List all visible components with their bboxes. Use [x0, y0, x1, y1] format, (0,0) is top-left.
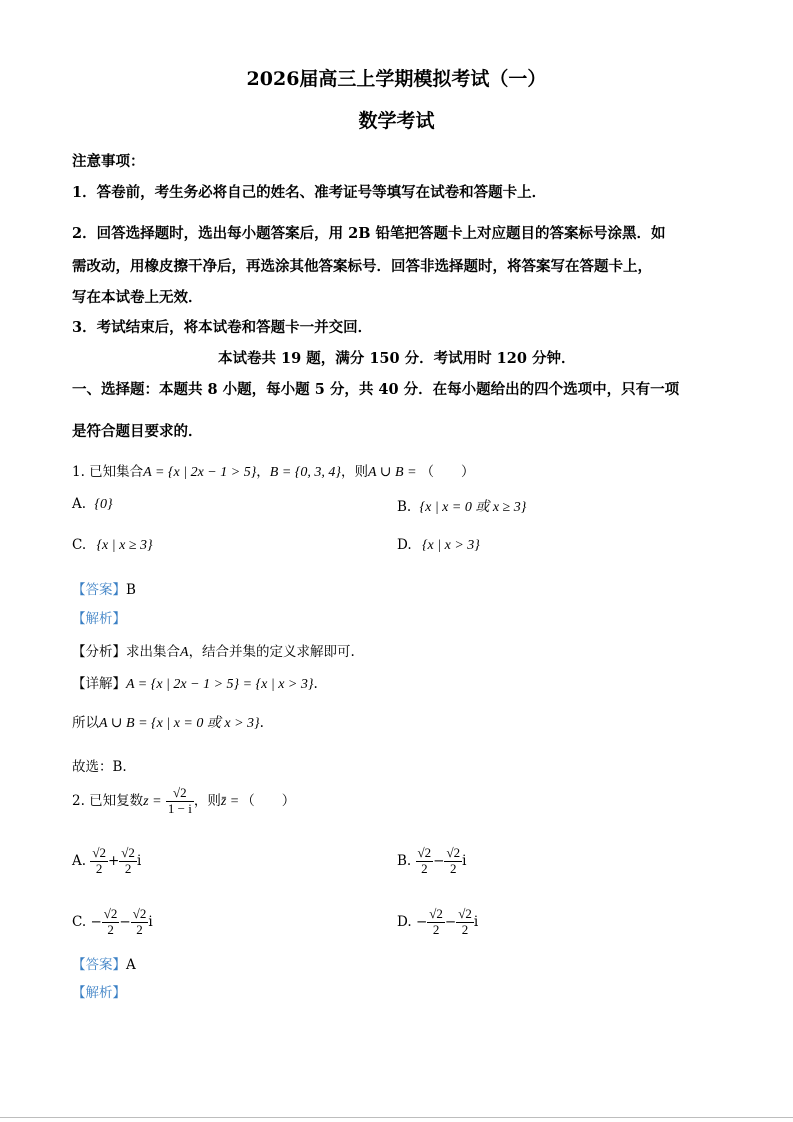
question-1: [72, 460, 475, 481]
q1-xiangjie-end: .: [313, 676, 318, 692]
q2-option-a-op: +: [107, 852, 120, 869]
q2-then: ，则: [193, 792, 221, 809]
q1-option-b-value: {x | x = 0 或 x ≥ 3}: [419, 500, 527, 515]
page-title: 2026届高三上学期模拟考试（一）: [246, 68, 547, 90]
q2-option-c-sign: −: [90, 913, 102, 930]
q1-fenxi-rest: ，结合并集的定义求解即可.: [188, 644, 355, 660]
page-subtitle: 数学考试: [358, 110, 435, 132]
q1-fenxi: [72, 640, 355, 661]
q2-option-d-num-1: √2: [429, 906, 443, 921]
q2-option-b: [397, 846, 466, 877]
q2-option-d-frac-2: [456, 907, 474, 938]
q2-option-a-den-1: 2: [95, 860, 103, 876]
q2-option-b-frac-1: [416, 846, 434, 877]
q2-option-b-num-1: √2: [417, 845, 432, 860]
q2-option-d-den-1: 2: [432, 921, 440, 937]
q2-option-c-frac-1: [102, 907, 120, 938]
q2-option-c-label: C.: [72, 913, 87, 930]
q2-option-b-num-2: √2: [446, 845, 461, 860]
q2-option-a-i: i: [136, 852, 142, 869]
page-bottom-divider: [0, 1117, 793, 1118]
q2-option-a-label: A.: [72, 852, 87, 869]
q2-option-d-num-2: √2: [458, 906, 472, 921]
q1-xiangjie: [72, 672, 318, 693]
q1-fenxi-text: 求出集合: [126, 644, 180, 660]
q1-suoyi-math: A ∪ B = {x | x = 0 或 x > 3}: [99, 716, 260, 731]
q2-option-c-num-2: √2: [132, 906, 147, 921]
q2-option-d-sign: −: [415, 913, 428, 930]
q1-suoyi-end: .: [259, 715, 264, 731]
q2-answer-value: A: [126, 957, 136, 973]
exam-summary: 本试卷共 19 题，满分 150 分．考试用时 120 分钟．: [218, 350, 576, 367]
notice-item-2-line-1: 2．回答选择题时，选出每小题答案后，用 2B 铅笔把答题卡上对应题目的答案标号涂黑．如: [72, 225, 666, 242]
q2-option-a: [72, 846, 141, 877]
q1-option-c-value: {x | x ≥ 3}: [96, 538, 153, 553]
q2-fraction-numerator: √2: [166, 786, 194, 802]
q1-option-a-value: {0}: [94, 497, 113, 512]
q1-option-d-label: D.: [397, 537, 412, 553]
q1-fenxi-tag: 【分析】: [72, 644, 126, 660]
q2-option-a-frac-1: [90, 846, 108, 877]
q2-option-d: [397, 907, 478, 938]
q1-suoyi-text: 所以: [72, 715, 99, 731]
q2-zbar: z̄ =: [220, 793, 240, 809]
q2-prefix: 2. 已知复数: [72, 792, 144, 809]
q2-fraction: [166, 786, 194, 817]
q2-option-a-num-1: √2: [92, 845, 106, 860]
section-1-line-2: 是符合题目要求的．: [72, 423, 203, 440]
q2-option-d-op: −: [444, 913, 457, 930]
q1-option-d: [397, 537, 480, 554]
notice-item-2-line-3: 写在本试卷上无效．: [72, 289, 203, 306]
q2-option-c-den-2: 2: [136, 921, 143, 937]
q2-option-b-label: B.: [397, 852, 412, 869]
q1-answer: [72, 578, 136, 598]
q2-option-b-den-1: 2: [421, 860, 428, 876]
q1-answer-tag: 【答案】: [72, 582, 126, 598]
q2-option-a-num-2: √2: [121, 845, 135, 860]
q1-comma: ，: [256, 464, 270, 480]
q2-answer: [72, 953, 136, 973]
q2-option-b-i: i: [462, 852, 467, 869]
notice-item-2-line-2: 需改动，用橡皮擦干净后，再选涂其他答案标号．回答非选择题时，将答案写在答题卡上，: [72, 258, 652, 275]
q1-then: ，则: [341, 464, 368, 480]
q2-option-c: [72, 907, 153, 938]
q1-answer-value: B: [126, 582, 136, 598]
section-1-line-1: 一、选择题：本题共 8 小题，每小题 5 分，共 40 分．在每小题给出的四个选项中，只有一项: [72, 381, 680, 398]
q1-xiangjie-tag: 【详解】: [72, 676, 126, 692]
q1-option-c-label: C.: [72, 537, 87, 553]
question-2: [72, 786, 295, 817]
q2-option-a-den-2: 2: [124, 860, 132, 876]
q2-analysis-tag: 【解析】: [72, 985, 126, 1001]
notice-heading: 注意事项：: [72, 153, 145, 170]
q1-union: A ∪ B =: [368, 465, 417, 480]
q2-option-b-den-2: 2: [450, 860, 457, 876]
q2-option-c-i: i: [148, 913, 153, 930]
q2-option-c-op: −: [119, 913, 131, 930]
q2-answer-tag: 【答案】: [72, 957, 126, 973]
q2-option-b-op: −: [433, 852, 445, 869]
q1-option-a-label: A.: [72, 496, 87, 512]
q2-option-c-num-1: √2: [103, 906, 118, 921]
q2-option-a-frac-2: [119, 846, 137, 877]
q2-paren: （ ）: [241, 792, 296, 809]
q1-xiangjie-math: A = {x | 2x − 1 > 5} = {x | x > 3}: [126, 677, 314, 692]
q1-option-a: [72, 496, 113, 513]
q1-option-d-value: {x | x > 3}: [421, 538, 480, 553]
q2-option-c-frac-2: [131, 907, 149, 938]
notice-item-3: 3．考试结束后，将本试卷和答题卡一并交回．: [72, 319, 373, 336]
q1-suoyi: [72, 711, 264, 732]
q1-set-b: B = {0, 3, 4}: [269, 465, 341, 480]
q2-option-d-frac-1: [427, 907, 445, 938]
q1-guxuan: 故选：B.: [72, 759, 127, 775]
q1-option-b: [397, 496, 526, 516]
q2-z-eq: z =: [143, 793, 162, 809]
q2-option-d-i: i: [473, 913, 479, 930]
q1-prefix: 1. 已知集合: [72, 464, 144, 480]
q1-option-b-label: B.: [397, 499, 412, 515]
q2-option-c-den-1: 2: [107, 921, 114, 937]
q2-option-b-frac-2: [444, 846, 462, 877]
q1-analysis-tag: 【解析】: [72, 611, 126, 627]
q2-fraction-denominator: 1 − i: [167, 800, 192, 816]
q2-option-d-label: D.: [397, 913, 412, 930]
q1-option-c: [72, 537, 153, 554]
notice-item-1: 1．答卷前，考生务必将自己的姓名、准考证号等填写在试卷和答题卡上．: [72, 184, 547, 201]
q1-set-a: A = {x | 2x − 1 > 5}: [143, 465, 257, 480]
q2-option-d-den-2: 2: [461, 921, 469, 937]
q1-fenxi-set: A: [180, 645, 189, 660]
q1-paren: （ ）: [420, 464, 475, 480]
